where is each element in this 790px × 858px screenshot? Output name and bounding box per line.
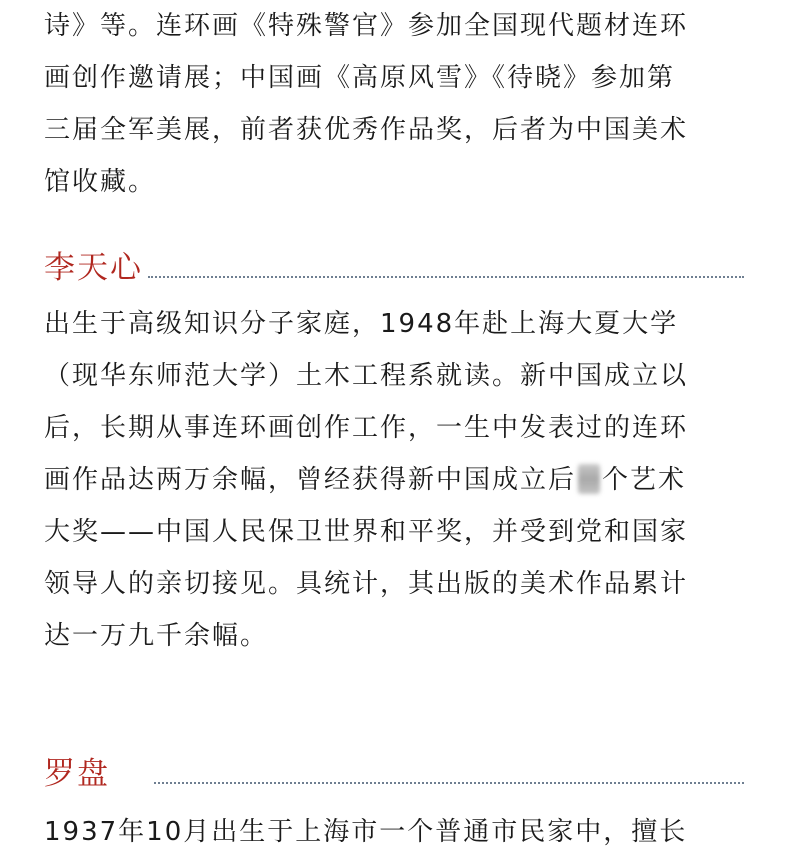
dotted-divider xyxy=(154,782,744,784)
text-line: 诗》等。连环画《特殊警官》参加全国现代题材连环 xyxy=(44,11,689,41)
section-title: 罗盘 xyxy=(44,756,110,792)
redacted-blur xyxy=(578,464,600,494)
intro-paragraph xyxy=(44,0,750,208)
text-line: 大奖——中国人民保卫世界和平奖，并受到党和国家 xyxy=(44,517,689,547)
text-line: 馆收藏。 xyxy=(44,167,157,197)
text-line: 达一万九千余幅。 xyxy=(44,621,269,651)
text-line: 三届全军美展，前者获优秀作品奖，后者为中国美术 xyxy=(44,115,689,145)
text-segment: 个艺术 xyxy=(602,465,687,495)
text-line: 领导人的亲切接见。具统计，其出版的美术作品累计 xyxy=(44,569,689,599)
section-body-li-tianxin xyxy=(44,298,750,662)
text-line: 画创作邀请展；中国画《高原风雪》《待晓》参加第 xyxy=(44,63,676,93)
text-line: 后，长期从事连环画创作工作，一生中发表过的连环 xyxy=(44,413,689,443)
dotted-divider xyxy=(148,276,744,278)
section-heading-li-tianxin xyxy=(44,248,744,288)
text-line: （现华东师范大学）土木工程系就读。新中国成立以 xyxy=(44,361,689,391)
section-body-luo-pan-partial: 1937年10月出生于上海市一个普通市民家中，擅长 xyxy=(44,817,688,847)
text-line xyxy=(44,454,750,506)
text-line: 出生于高级知识分子家庭，1948年赴上海大夏大学 xyxy=(44,309,679,339)
section-heading-luo-pan xyxy=(44,754,744,794)
text-segment: 画作品达两万余幅，曾经获得新中国成立后 xyxy=(44,465,577,495)
section-title: 李天心 xyxy=(44,250,143,286)
